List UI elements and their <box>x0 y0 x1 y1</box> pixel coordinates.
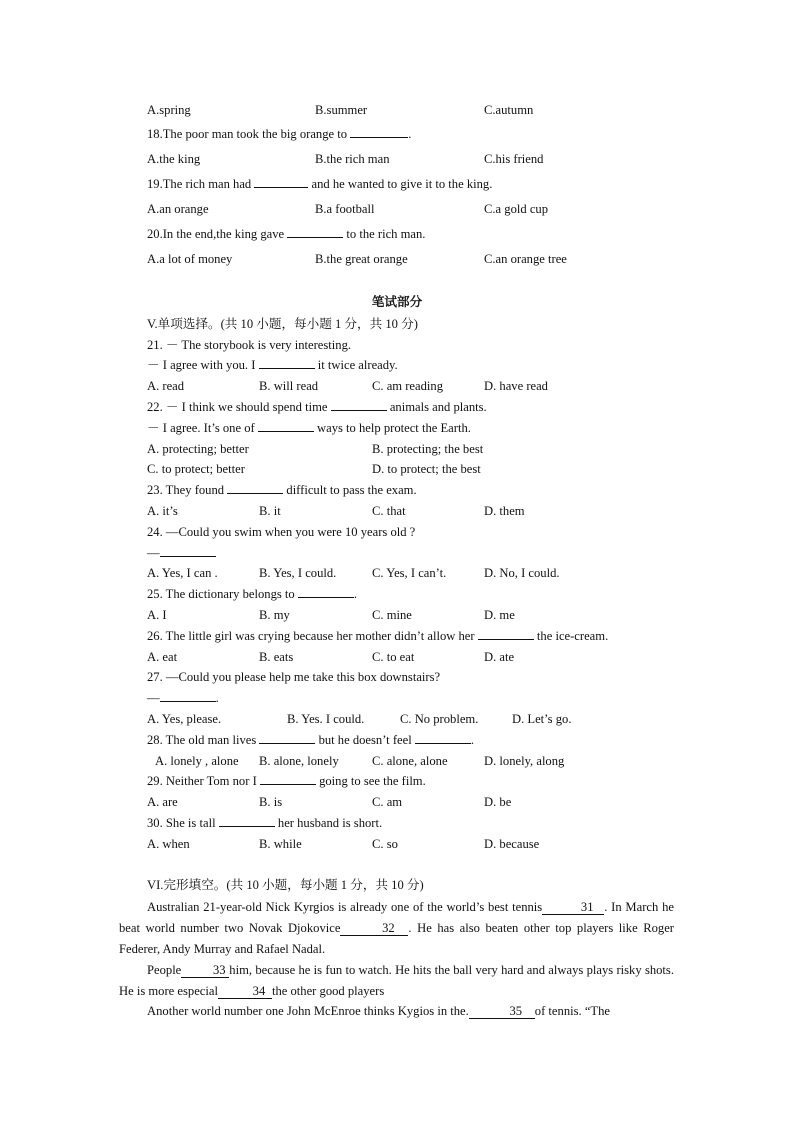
q29-option-a: A. are <box>147 795 178 809</box>
q25-text: 25. The dictionary belongs to <box>147 587 295 601</box>
q22-text-2-end: ways to help protect the Earth. <box>317 421 471 435</box>
q23-text-end: difficult to pass the exam. <box>286 483 417 497</box>
q25-option-c: C. mine <box>372 608 412 622</box>
q19-option-a: A.an orange <box>147 202 209 216</box>
q24-line-1: 24. —Could you swim when you were 10 years old ? <box>147 525 416 539</box>
question-28 <box>147 732 474 748</box>
q26-option-b: B. eats <box>259 650 294 664</box>
section-5-heading: V.单项选择。(共 10 小题，每小题 1 分，共 10 分) <box>147 317 418 331</box>
q30-option-d: D. because <box>484 837 540 851</box>
q29-option-c: C. am <box>372 795 403 809</box>
q22-option-c: C. to protect; better <box>147 462 245 476</box>
q30-option-c: C. so <box>372 837 398 851</box>
p1-text-c: . He has also beaten other top players like Roger Federer, Andy Murray and Rafael Nadal. <box>119 921 674 956</box>
q28-option-b: B. alone, lonely <box>259 754 339 768</box>
q24-dash: — <box>147 546 160 560</box>
q20-text: 20.In the end,the king gave <box>147 227 285 241</box>
p3-text-b: of tennis. “The <box>534 1004 610 1018</box>
q28-text-end: . <box>470 733 475 747</box>
q26-text: 26. The little girl was crying because her mother didn’t allow her <box>147 629 475 643</box>
answer-blank <box>415 732 471 744</box>
q18-option-a: A.the king <box>147 152 201 166</box>
q28-text: 28. The old man lives <box>147 733 257 747</box>
q18-option-b: B.the rich man <box>315 152 390 166</box>
q29-option-b: B. is <box>259 795 283 809</box>
q21-option-d: D. have read <box>484 379 548 393</box>
q24-option-c: C. Yes, I can’t. <box>372 566 447 580</box>
cloze-blank-35: 35 <box>469 1005 535 1019</box>
q23-option-c: C. that <box>372 504 406 518</box>
q22-option-b: B. protecting; the best <box>372 442 484 456</box>
p1-text-a: Australian 21-year-old Nick Kyrgios is already one of the world’s best tennis <box>147 900 543 914</box>
q17-option-b: B.summer <box>315 103 368 117</box>
q21-option-c: C. am reading <box>372 379 443 393</box>
q26-option-a: A. eat <box>147 650 178 664</box>
q27-option-d: D. Let’s go. <box>512 712 572 726</box>
q25-option-a: A. I <box>147 608 167 622</box>
q24-option-a: A. Yes, I can . <box>147 566 218 580</box>
answer-blank <box>219 815 275 827</box>
q30-text-end: her husband is short. <box>277 816 383 830</box>
q29-text-end: going to see the film. <box>319 774 426 788</box>
q26-option-c: C. to eat <box>372 650 415 664</box>
answer-blank <box>254 176 308 188</box>
q19-text: 19.The rich man had <box>147 177 252 191</box>
q20-option-b: B.the great orange <box>315 252 408 266</box>
q22-line-1 <box>147 399 487 415</box>
q23-option-d: D. them <box>484 504 525 518</box>
q25-option-d: D. me <box>484 608 515 622</box>
answer-blank <box>160 545 216 557</box>
cloze-paragraph-1 <box>119 897 674 960</box>
q21-line-1: 21. － The storybook is very interesting. <box>147 338 352 352</box>
question-23 <box>147 482 417 498</box>
question-30 <box>147 815 382 831</box>
p2-text-a: People <box>147 963 182 977</box>
q30-option-a: A. when <box>147 837 190 851</box>
q19-text-end: and he wanted to give it to the king. <box>311 177 493 191</box>
q27-dash: — <box>147 691 160 705</box>
q21-option-a: A. read <box>147 379 185 393</box>
q17-option-a: A.spring <box>147 103 191 117</box>
q29-text: 29. Neither Tom nor I <box>147 774 257 788</box>
q30-text: 30. She is tall <box>147 816 216 830</box>
section-6-heading: VI.完形填空。(共 10 小题，每小题 1 分，共 10 分) <box>147 878 424 892</box>
answer-blank <box>258 420 314 432</box>
q29-option-d: D. be <box>484 795 512 809</box>
cloze-blank-32: 32 <box>340 922 408 936</box>
q19-option-b: B.a football <box>315 202 375 216</box>
p2-text-c: the other good players <box>271 984 385 998</box>
q20-option-a: A.a lot of money <box>147 252 233 266</box>
cloze-blank-34: 34 <box>218 985 272 999</box>
answer-blank <box>260 773 316 785</box>
answer-blank <box>478 628 534 640</box>
question-18 <box>147 126 411 142</box>
question-20 <box>147 226 425 242</box>
cloze-blank-31: 31 <box>542 901 604 915</box>
q19-option-c: C.a gold cup <box>484 202 549 216</box>
q23-text: 23. They found <box>147 483 225 497</box>
q25-text-end: . <box>353 587 358 601</box>
p1-text-b: . In March he beat world number two Novak Djokovice <box>119 900 674 935</box>
q27-option-c: C. No problem. <box>400 712 479 726</box>
answer-blank <box>298 586 354 598</box>
q22-text-end: animals and plants. <box>389 400 487 414</box>
answer-blank <box>350 126 408 138</box>
q24-option-b: B. Yes, I could. <box>259 566 337 580</box>
written-part-title: 笔试部分 <box>371 295 423 309</box>
q26-text-end: the ice-cream. <box>536 629 609 643</box>
p2-text-b: him, because he is fun to watch. He hits the ball very hard and always plays risky shots. He is more especial <box>119 963 674 998</box>
q21-line-2 <box>147 357 398 373</box>
q27-option-b: B. Yes. I could. <box>287 712 365 726</box>
q28-option-d: D. lonely, along <box>484 754 565 768</box>
answer-blank <box>331 399 387 411</box>
q21-text-end: it twice already. <box>317 358 398 372</box>
q18-text: 18.The poor man took the big orange to <box>147 127 348 141</box>
question-26 <box>147 628 608 644</box>
answer-blank <box>227 482 283 494</box>
q18-end: . <box>408 127 412 141</box>
q23-option-a: A. it’s <box>147 504 178 518</box>
q22-text: 22. － I think we should spend time <box>147 400 328 414</box>
q27-line-2: — . <box>147 691 219 705</box>
question-29 <box>147 773 426 789</box>
q20-text-end: to the rich man. <box>346 227 426 241</box>
q28-text-mid: but he doesn’t feel <box>318 733 412 747</box>
q18-option-c: C.his friend <box>484 152 544 166</box>
q28-option-a: A. lonely , alone <box>155 754 239 768</box>
q24-option-d: D. No, I could. <box>484 566 560 580</box>
q26-option-d: D. ate <box>484 650 515 664</box>
answer-blank <box>160 690 216 702</box>
q27-line-1: 27. —Could you please help me take this box downstairs? <box>147 670 441 684</box>
q22-text-2: － I agree. It’s one of <box>147 421 255 435</box>
answer-blank <box>259 732 315 744</box>
q22-line-2 <box>147 420 471 436</box>
q17-option-c: C.autumn <box>484 103 534 117</box>
q22-option-a: A. protecting; better <box>147 442 249 456</box>
q28-option-c: C. alone, alone <box>372 754 448 768</box>
q30-option-b: B. while <box>259 837 302 851</box>
p3-text-a: Another world number one John McEnroe thinks Kygios in the. <box>147 1004 469 1018</box>
q22-option-d: D. to protect; the best <box>372 462 481 476</box>
q21-text: － I agree with you. I <box>147 358 256 372</box>
q20-option-c: C.an orange tree <box>484 252 567 266</box>
question-25 <box>147 586 357 602</box>
q23-option-b: B. it <box>259 504 281 518</box>
answer-blank <box>259 357 315 369</box>
q24-line-2 <box>147 545 216 561</box>
question-19 <box>147 176 492 192</box>
q27-option-a: A. Yes, please. <box>147 712 222 726</box>
q25-option-b: B. my <box>259 608 290 622</box>
cloze-blank-33: 33 <box>181 964 229 978</box>
answer-blank <box>287 226 343 238</box>
q21-option-b: B. will read <box>259 379 319 393</box>
cloze-paragraph-2 <box>119 960 674 1002</box>
cloze-paragraph-3 <box>119 1001 674 1022</box>
